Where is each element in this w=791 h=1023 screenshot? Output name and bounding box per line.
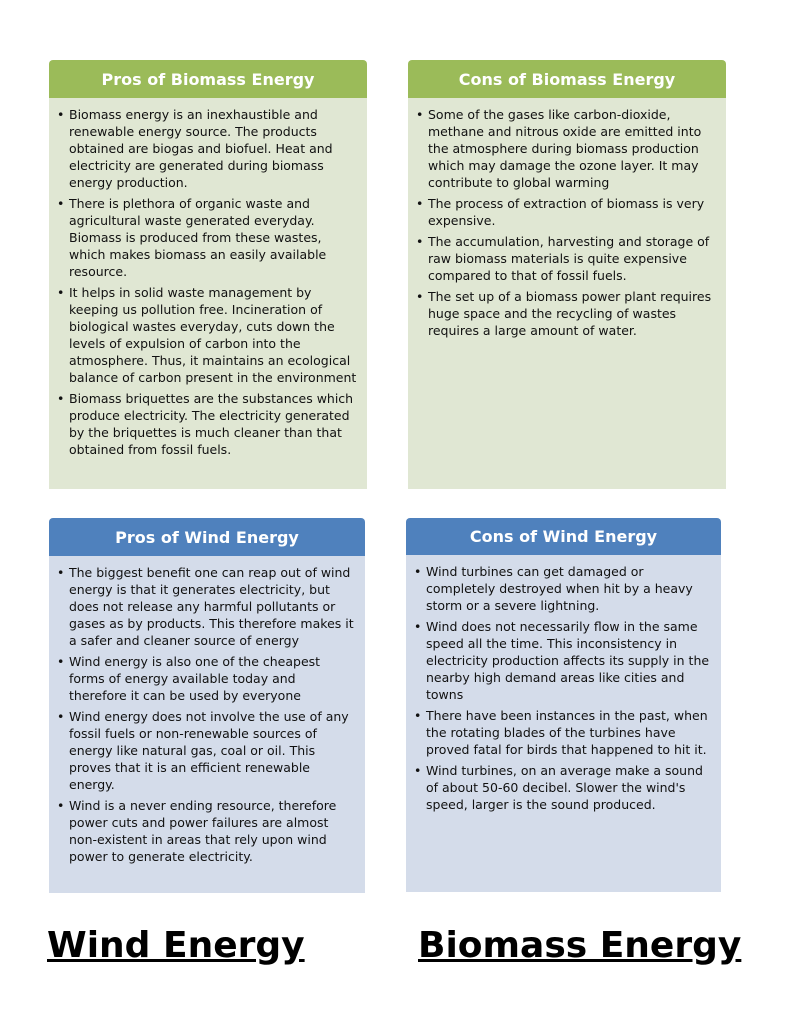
list-item: • Wind is a never ending resource, therefore power cuts and power failures are almost non-existent in areas that rely upon wind power to generate electricity.: [57, 797, 355, 865]
list-item: • It helps in solid waste management by keeping us pollution free. Incineration of biological wastes everyday, cuts down the levels of expulsion of carbon into the atmosphere. Thus, it maintains an ecological balance of carbon present in the environment: [57, 284, 357, 386]
pros-biomass-card: [49, 60, 367, 489]
cons-biomass-card: [408, 60, 726, 489]
list-item: • Some of the gases like carbon-dioxide, methane and nitrous oxide are emitted into the atmosphere during biomass production which may damage the ozone layer. It may contribute to global warming: [416, 106, 716, 191]
pros-biomass-body: [49, 98, 367, 489]
cons-wind-list: [414, 563, 711, 813]
list-item: • There have been instances in the past, when the rotating blades of the turbines have proved fatal for birds that happened to hit it.: [414, 707, 711, 758]
pros-wind-list: [57, 564, 355, 865]
pros-biomass-title: Pros of Biomass Energy: [49, 60, 367, 98]
caption-wind-energy: Wind Energy: [47, 925, 305, 966]
list-item: • Wind does not necessarily flow in the same speed all the time. This inconsistency in electricity production affects its supply in the nearby high demand areas like cities and towns: [414, 618, 711, 703]
cons-wind-title: Cons of Wind Energy: [406, 518, 721, 555]
list-item: • Wind turbines, on an average make a sound of about 50-60 decibel. Slower the wind's speed, larger is the sound produced.: [414, 762, 711, 813]
cons-biomass-list: [416, 106, 716, 339]
pros-wind-body: [49, 556, 365, 893]
list-item: • Biomass briquettes are the substances which produce electricity. The electricity generated by the briquettes is much cleaner than that obtained from fossil fuels.: [57, 390, 357, 458]
list-item: • The process of extraction of biomass is very expensive.: [416, 195, 716, 229]
list-item: • Biomass energy is an inexhaustible and renewable energy source. The products obtained are biogas and biofuel. Heat and electricity are generated during biomass energy production.: [57, 106, 357, 191]
cons-wind-body: [406, 555, 721, 892]
cons-biomass-title: Cons of Biomass Energy: [408, 60, 726, 98]
cons-wind-card: [406, 518, 721, 892]
list-item: • Wind energy is also one of the cheapest forms of energy available today and therefore it can be used by everyone: [57, 653, 355, 704]
caption-biomass-energy: Biomass Energy: [418, 925, 742, 966]
list-item: • The set up of a biomass power plant requires huge space and the recycling of wastes requires a large amount of water.: [416, 288, 716, 339]
list-item: • The biggest benefit one can reap out of wind energy is that it generates electricity, but does not release any harmful pollutants or gases as by products. This therefore makes it a safer and cleaner source of energy: [57, 564, 355, 649]
list-item: • There is plethora of organic waste and agricultural waste generated everyday. Biomass is produced from these wastes, which makes biomass an easily available resource.: [57, 195, 357, 280]
list-item: • Wind turbines can get damaged or completely destroyed when hit by a heavy storm or a severe lightning.: [414, 563, 711, 614]
cons-biomass-body: [408, 98, 726, 489]
list-item: • Wind energy does not involve the use of any fossil fuels or non-renewable sources of energy like natural gas, coal or oil. This proves that it is an efficient renewable energy.: [57, 708, 355, 793]
list-item: • The accumulation, harvesting and storage of raw biomass materials is quite expensive compared to that of fossil fuels.: [416, 233, 716, 284]
pros-wind-title: Pros of Wind Energy: [49, 518, 365, 556]
pros-biomass-list: [57, 106, 357, 458]
pros-wind-card: [49, 518, 365, 893]
